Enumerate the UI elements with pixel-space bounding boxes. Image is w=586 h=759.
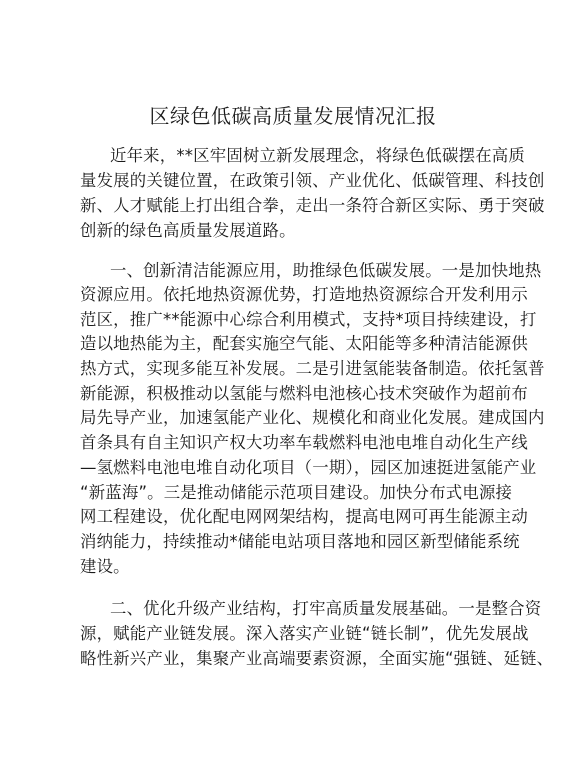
paragraph-line: 热方式，实现多能互补发展。二是引进氢能装备制造。依托氢普 [80, 359, 545, 378]
paragraph-line: “新蓝海”。三是推动储能示范项目建设。加快分布式电源接 [80, 483, 513, 502]
paragraph-line: 资源应用。依托地热资源优势，打造地热资源综合开发利用示 [80, 285, 528, 304]
paragraph-line: 网工程建设，优化配电网网架结构，提高电网可再生能源主动 [80, 507, 528, 526]
paragraph-line: 源，赋能产业链发展。深入落实产业链“链长制”，优先发展战 [80, 624, 529, 643]
paragraph-line: 范区，推广**能源中心综合利用模式，支持*项目持续建设，打 [80, 310, 537, 329]
paragraph-line: 局先导产业，加速氢能产业化、规模化和商业化发展。建成国内 [80, 408, 545, 427]
document-title: 区绿色低碳高质量发展情况汇报 [149, 104, 437, 128]
paragraph-line: 建设。 [80, 557, 130, 576]
paragraph-line: 一、创新清洁能源应用，助推绿色低碳发展。一是加快地热 [110, 261, 542, 280]
paragraph-line: —氢燃料电池电堆自动化项目（一期），园区加速挺进氢能产业 [80, 458, 537, 477]
paragraph-line: 近年来，**区牢固树立新发展理念，将绿色低碳摆在高质 [110, 146, 525, 165]
paragraph-line: 首条具有自主知识产权大功率车载燃料电池电堆自动化生产线 [80, 433, 528, 452]
paragraph-line: 量发展的关键位置，在政策引领、产业优化、低碳管理、科技创 [80, 171, 545, 190]
paragraph-line: 新、人才赋能上打出组合拳，走出一条符合新区实际、勇于突破 [80, 196, 545, 215]
paragraph-line: 二、优化升级产业结构，打牢高质量发展基础。一是整合资 [110, 599, 542, 618]
paragraph-line: 消纳能力，持续推动*储能电站项目落地和园区新型储能系统 [80, 532, 520, 551]
paragraph-line: 略性新兴产业，集聚产业高端要素资源，全面实施“强链、延链、 [80, 649, 554, 668]
paragraph-line: 创新的绿色高质量发展道路。 [80, 221, 296, 240]
paragraph-line: 新能源，积极推动以氢能与燃料电池核心技术突破作为超前布 [80, 384, 528, 403]
paragraph-line: 造以地热能为主，配套实施空气能、太阳能等多种清洁能源供 [80, 334, 528, 353]
